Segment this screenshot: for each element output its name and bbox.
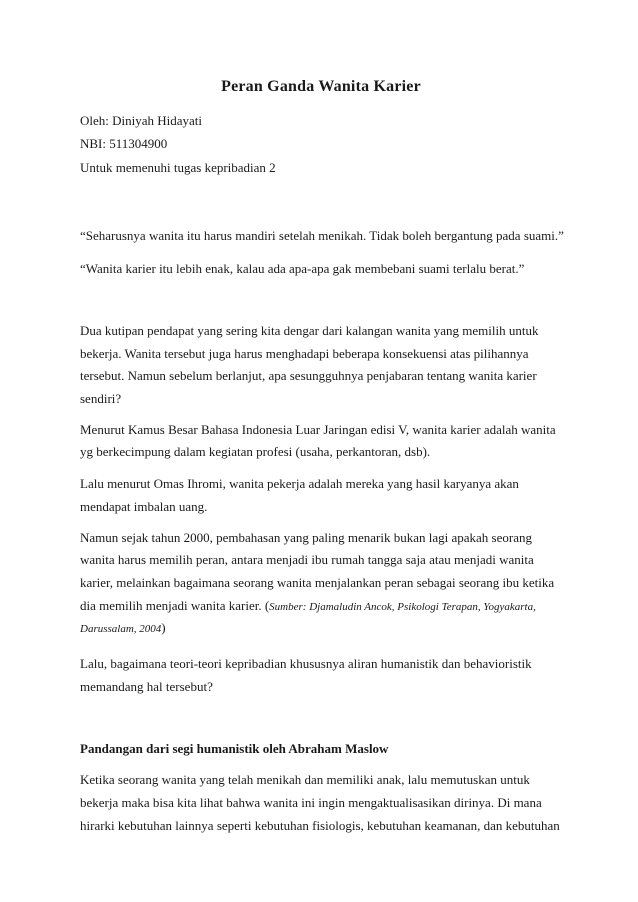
citation-source: Sumber: Djamaludin Ancok, Psikologi Terapan, Yogyakarta, — [269, 601, 536, 613]
quote-1: “Seharusnya wanita itu harus mandiri setelah menikah. Tidak boleh bergantung pada suami.” — [80, 228, 564, 243]
citation-close: ) — [161, 620, 166, 635]
purpose-line: Untuk memenuhi tugas kepribadian 2 — [80, 160, 276, 175]
paragraph-line — [80, 620, 166, 637]
paragraph-line — [80, 598, 536, 615]
paragraph-line: bekerja maka bisa kita lihat bahwa wanita ini ingin mengaktualisasikan dirinya. Di mana — [80, 795, 542, 810]
paragraph-line: mendapat imbalan uang. — [80, 499, 208, 514]
paragraph-line: tersebut. Namun sebelum berlanjut, apa sesungguhnya penjabaran tentang wanita karier — [80, 368, 537, 383]
paragraph-text: dia memilih menjadi wanita karier. ( — [80, 598, 270, 613]
paragraph-line: hirarki kebutuhan lainnya seperti kebutuhan fisiologis, kebutuhan keamanan, dan kebutuhan — [80, 818, 560, 833]
paragraph-line: sendiri? — [80, 391, 122, 406]
section-heading: Pandangan dari segi humanistik oleh Abraham Maslow — [80, 741, 389, 756]
paragraph-line: yg berkecimpung dalam kegiatan profesi (usaha, perkantoran, dsb). — [80, 444, 431, 459]
paragraph-line: Lalu menurut Omas Ihromi, wanita pekerja adalah mereka yang hasil karyanya akan — [80, 476, 519, 491]
paragraph-line: karier, melainkan bagaimana seorang wanita menjalankan peran sebagai seorang ibu ketika — [80, 575, 555, 590]
paragraph-line: Ketika seorang wanita yang telah menikah dan memiliki anak, lalu memutuskan untuk — [80, 772, 530, 787]
paragraph-line: Namun sejak tahun 2000, pembahasan yang paling menarik bukan lagi apakah seorang — [80, 530, 532, 545]
paragraph-line: Lalu, bagaimana teori-teori kepribadian khususnya aliran humanistik dan behavioristik — [80, 656, 532, 671]
citation-source: Darussalam, 2004 — [80, 623, 162, 635]
nbi-line: NBI: 511304900 — [80, 136, 168, 151]
paragraph-line: Menurut Kamus Besar Bahasa Indonesia Luar Jaringan edisi V, wanita karier adalah wanita — [80, 422, 556, 437]
author-line: Oleh: Diniyah Hidayati — [80, 113, 203, 128]
quote-2: “Wanita karier itu lebih enak, kalau ada apa-apa gak membebani suami terlalu berat.” — [80, 261, 525, 276]
paragraph-line: memandang hal tersebut? — [80, 679, 213, 694]
paragraph-line: bekerja. Wanita tersebut juga harus menghadapi beberapa konsekuensi atas pilihannya — [80, 346, 529, 361]
paragraph-line: wanita harus memilih peran, antara menjadi ibu rumah tangga saja atau menjadi wanita — [80, 552, 534, 567]
document-title: Peran Ganda Wanita Karier — [221, 78, 421, 95]
paragraph-line: Dua kutipan pendapat yang sering kita dengar dari kalangan wanita yang memilih untuk — [80, 323, 539, 338]
